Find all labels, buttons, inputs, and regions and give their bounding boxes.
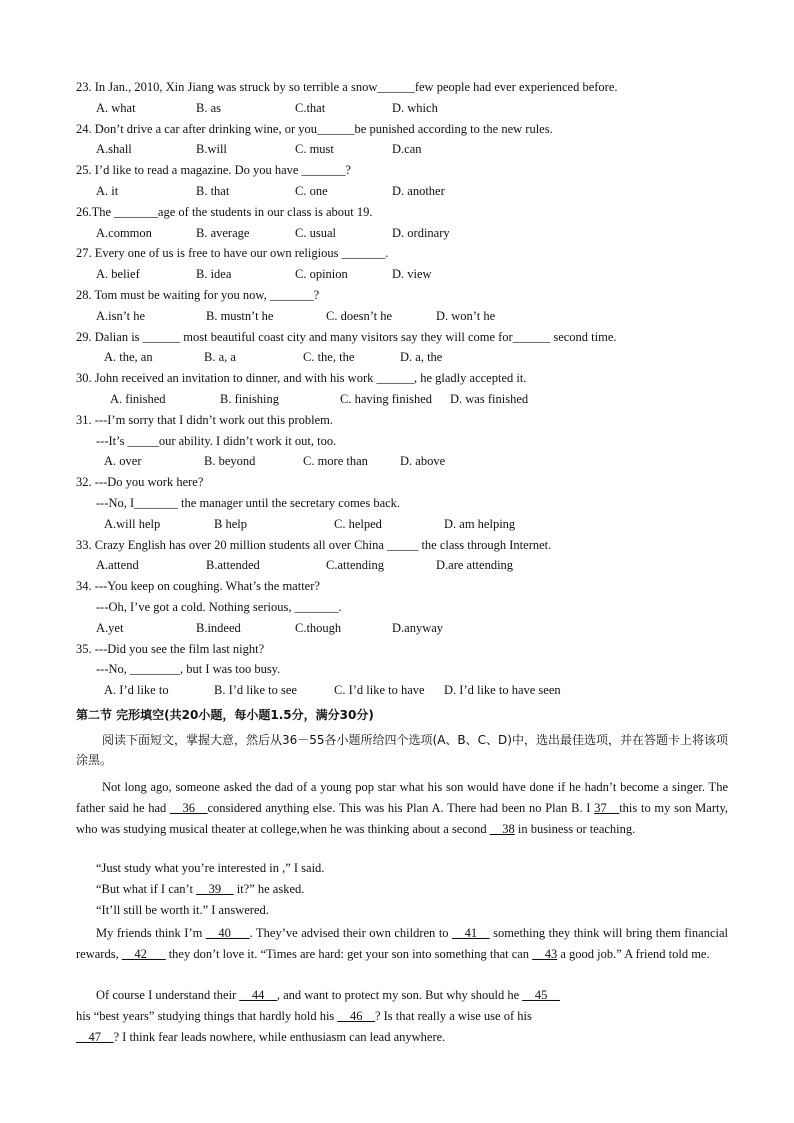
option-c: C.attending <box>326 558 384 573</box>
answer-options <box>96 266 716 282</box>
option-b: B. finishing <box>220 392 280 406</box>
passage-text: Of course I understand their <box>96 988 237 1002</box>
option-b: B.will <box>196 142 227 157</box>
blank-41: __41__ <box>452 926 490 940</box>
question-stem: 25. I’d like to read a magazine. Do you have _______? <box>76 163 351 178</box>
passage-text: it?” he asked. <box>236 882 305 896</box>
option-d: D. which <box>392 100 438 115</box>
option-a: A. finished <box>110 392 166 406</box>
option-b: B. that <box>196 184 230 198</box>
option-d: D. won’t he <box>436 308 496 323</box>
blank-36: __36__ <box>169 801 208 815</box>
option-c: C. helped <box>334 516 382 531</box>
option-d: D.anyway <box>392 620 444 635</box>
blank-46: __46__ <box>337 1009 375 1023</box>
passage-text: , and want to protect my son. But why should he <box>276 988 520 1002</box>
option-a: A.yet <box>96 620 124 635</box>
option-b: B. average <box>196 225 250 240</box>
option-d: D.can <box>392 142 422 157</box>
passage-text: considered anything else. This was his Plan A. There had been no Plan B. I <box>207 801 591 815</box>
passage-text: they don’t love it. “Times are hard: get your son into something that can <box>168 947 530 961</box>
question-stem: 23. In Jan., 2010, Xin Jiang was struck by so terrible a snow______few people had ever experienced before. <box>76 80 618 94</box>
question-stem: 33. Crazy English has over 20 million students all over China _____ the class through Internet. <box>76 537 552 552</box>
blank-38: __38 <box>489 822 515 836</box>
answer-options <box>96 141 716 157</box>
option-a: A. it <box>96 184 119 198</box>
question-stem: 28. Tom must be waiting for you now, _______? <box>76 288 320 302</box>
passage-text: ? Is that really a wise use of his <box>374 1009 532 1023</box>
option-b: B. a, a <box>204 350 236 365</box>
passage-text: something they think will bring them financial rewards, <box>76 926 728 961</box>
question-dialogue-line: ---No, ________, but I was too busy. <box>96 662 281 677</box>
option-d: D. I’d like to have seen <box>444 683 561 698</box>
answer-options <box>96 516 716 532</box>
answer-options <box>96 453 716 469</box>
option-d: D. am helping <box>444 516 516 531</box>
passage-paragraph-4: “It’ll still be worth it.” I answered. <box>96 903 269 917</box>
answer-options <box>96 308 716 324</box>
blank-43: __43 <box>532 947 558 961</box>
question-stem: 24. Don’t drive a car after drinking wine, or you______be punished according to the new rules. <box>76 121 553 136</box>
option-a: A. what <box>96 100 136 115</box>
answer-options <box>96 682 716 698</box>
option-c: C. opinion <box>295 267 348 282</box>
passage-paragraph-5 <box>76 923 728 965</box>
blank-40: __40___ <box>205 926 250 940</box>
blank-45: __45__ <box>522 988 560 1002</box>
blank-37: 37__ <box>594 801 620 815</box>
option-a: A. the, an <box>104 350 153 365</box>
option-c: C. usual <box>295 225 336 240</box>
option-a: A.isn’t he <box>96 308 146 323</box>
option-c: C. having finished <box>340 392 433 406</box>
option-b: B. mustn’t he <box>206 308 274 323</box>
question-stem: 35. ---Did you see the film last night? <box>76 641 265 656</box>
question-stem: 30. John received an invitation to dinner, and with his work ______, he gladly accepted it. <box>76 371 527 386</box>
answer-options <box>96 225 716 241</box>
option-a: A.common <box>96 225 152 240</box>
question-dialogue-line: ---It’s _____our ability. I didn’t work it out, too. <box>96 433 337 448</box>
question-stem: 29. Dalian is ______ most beautiful coast city and many visitors say they will come for______ second time. <box>76 329 617 344</box>
passage-text: this to my son Marty, who was studying musical theater at college,when he was thinking about a second <box>76 801 729 836</box>
option-b: B. I’d like to see <box>214 683 297 698</box>
question-stem: 31. ---I’m sorry that I didn’t work out this problem. <box>76 412 334 427</box>
passage-text: a good job.” A friend told me. <box>560 947 710 961</box>
option-c: C.though <box>295 620 342 635</box>
option-a: A. over <box>104 454 142 469</box>
answer-options <box>96 557 716 573</box>
option-a: A. I’d like to <box>104 683 169 698</box>
question-dialogue-line: ---No, I_______ the manager until the secretary comes back. <box>96 496 401 510</box>
option-d: D. view <box>392 267 432 282</box>
option-d: D.are attending <box>436 558 514 573</box>
answer-options <box>96 391 716 407</box>
option-c: C.that <box>295 100 326 115</box>
blank-42: __42___ <box>121 947 166 961</box>
section-heading: 第二节 完形填空(共20小题，每小题1.5分，满分30分) <box>76 708 374 722</box>
option-b: B. as <box>196 100 221 115</box>
option-c: C. I’d like to have <box>334 683 425 698</box>
option-b: B. beyond <box>204 454 256 469</box>
option-a: A. belief <box>96 267 140 282</box>
blank-44: __44__ <box>239 988 277 1002</box>
option-b: B. idea <box>196 267 232 282</box>
passage-text: Not long ago, someone asked the dad of a young pop star what his son would have done if he hadn’t become a singer. The father said he had <box>76 780 728 815</box>
option-c: C. must <box>295 142 334 157</box>
option-a: A.shall <box>96 142 132 157</box>
option-b: B.indeed <box>196 620 241 635</box>
blank-47: __47__ <box>76 1030 114 1044</box>
passage-text: in business or teaching. <box>517 822 636 836</box>
passage-paragraph-3 <box>96 881 304 897</box>
answer-options <box>96 349 716 365</box>
option-b: B.attended <box>206 558 260 573</box>
answer-options <box>96 100 716 116</box>
passage-text: My friends think I’m <box>96 926 203 940</box>
section-instruction: 阅读下面短文，掌握大意，然后从36－55各小题所给四个选项(A、B、C、D)中，选出最佳选项，并在答题卡上将该项涂黑。 <box>76 733 728 767</box>
option-d: D. another <box>392 184 445 198</box>
option-a: A.will help <box>104 516 161 531</box>
answer-options <box>96 620 716 636</box>
question-stem: 32. ---Do you work here? <box>76 475 204 490</box>
option-a: A.attend <box>96 558 139 573</box>
option-d: D. ordinary <box>392 225 450 240</box>
option-c: C. doesn’t he <box>326 308 393 323</box>
option-d: D. a, the <box>400 350 443 365</box>
option-d: D. above <box>400 454 446 469</box>
blank-39: __39__ <box>196 882 234 896</box>
answer-options <box>96 183 716 199</box>
passage-text: . They’ve advised their own children to <box>249 926 449 940</box>
question-stem: 34. ---You keep on coughing. What’s the matter? <box>76 579 320 594</box>
option-c: C. more than <box>303 454 368 469</box>
passage-paragraph-1 <box>76 777 728 840</box>
question-dialogue-line: ---Oh, I’ve got a cold. Nothing serious, _______. <box>96 600 342 614</box>
option-b: B help <box>214 516 247 531</box>
option-c: C. one <box>295 184 328 198</box>
option-d: D. was finished <box>450 392 529 406</box>
option-c: C. the, the <box>303 350 355 365</box>
passage-text: his “best years” studying things that hardly hold his <box>76 1009 335 1023</box>
passage-text: “But what if I can’t <box>96 882 193 896</box>
passage-paragraph-2: “Just study what you’re interested in ,” I said. <box>96 861 325 875</box>
question-stem: 26.The _______age of the students in our class is about 19. <box>76 204 373 219</box>
passage-text: ? I think fear leads nowhere, while enthusiasm can lead anywhere. <box>113 1030 446 1044</box>
passage-paragraph-6 <box>76 985 728 1048</box>
question-stem: 27. Every one of us is free to have our own religious _______. <box>76 246 389 261</box>
